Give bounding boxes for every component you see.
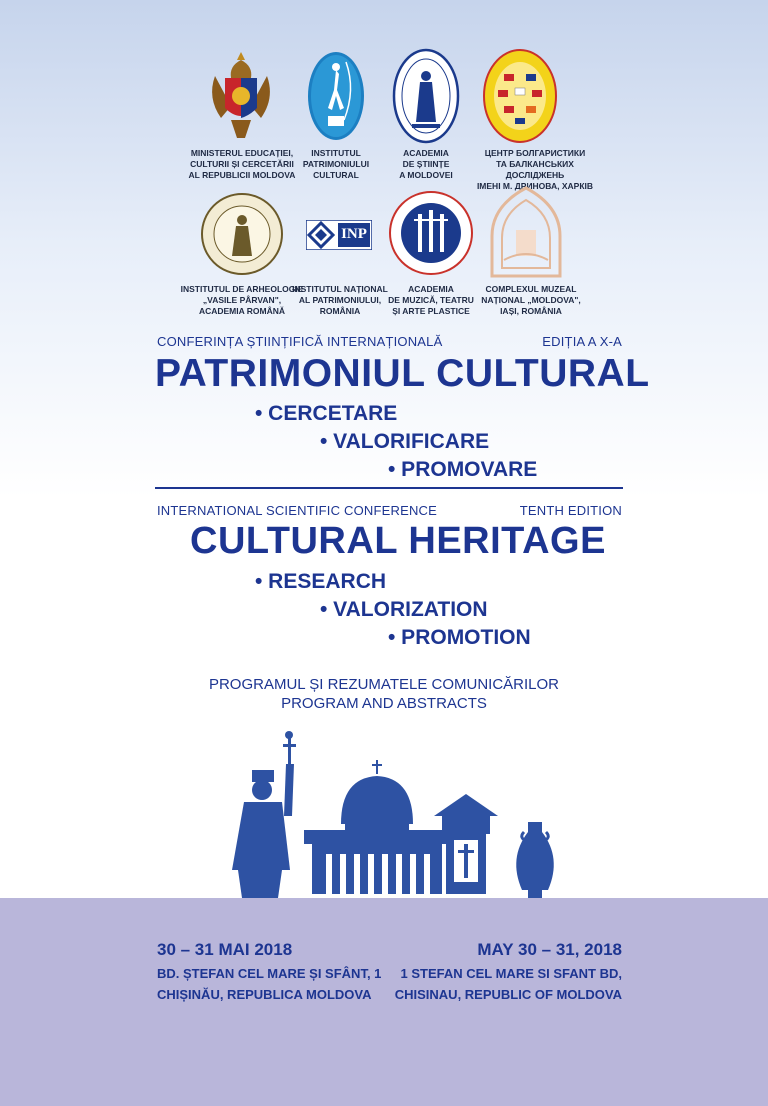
program-title-en: PROGRAM AND ABSTRACTS (281, 695, 487, 712)
ro-item-research: • CERCETARE (255, 402, 398, 425)
logo-caption-academy-sciences: ACADEMIA DE ȘTIINȚE A MOLDOVEI (399, 148, 453, 180)
program-title-ro: PROGRAMUL ȘI REZUMATELE COMUNICĂRILOR (208, 676, 560, 693)
heritage-silhouette-illustration (0, 720, 768, 902)
en-item-valorization: • VALORIZATION (320, 598, 488, 621)
ro-edition: EDIȚIA A X-A (542, 334, 622, 349)
logo-caption-ministry: MINISTERUL EDUCAȚIEI, CULTURII ȘI CERCETĂRII AL REPUBLICII MOLDOVA (188, 148, 296, 180)
footer-date-en: MAY 30 – 31, 2018 (477, 940, 622, 959)
section-divider (155, 487, 623, 489)
romanian-academy-seal-icon (200, 192, 284, 276)
logo-caption-institute-heritage: INSTITUTUL PATRIMONIULUI CULTURAL (302, 148, 370, 180)
archer-statue-icon (306, 50, 366, 142)
footer-address-ro-1: BD. ȘTEFAN CEL MARE ȘI SFÂNT, 1 (157, 966, 382, 981)
en-conference-label: INTERNATIONAL SCIENTIFIC CONFERENCE (157, 503, 438, 518)
footer-address-ro-2: CHIȘINĂU, REPUBLICA MOLDOVA (157, 987, 372, 1002)
logo-caption-archaeology: INSTITUTUL DE ARHEOLOGIE „VASILE PÂRVAN", ACADEMIA ROMÂNĂ (180, 284, 304, 316)
logo-caption-bulgarian-center: ЦЕНТР БОЛГАРИСТИКИ ТА БАЛКАНСЬКИХ ДОСЛІДЖЕНЬ ІМЕНІ М. ДРИНОВА, ХАРКІВ (476, 148, 594, 191)
footer-band (0, 898, 768, 1106)
ro-item-promotion: • PROMOVARE (388, 458, 538, 481)
music-academy-seal-icon (388, 190, 474, 276)
footer-address-en-1: 1 STEFAN CEL MARE SI SFANT BD, (400, 966, 622, 981)
en-item-research: • RESEARCH (255, 570, 387, 593)
inp-logo-text: INP (341, 226, 367, 242)
en-edition: TENTH EDITION (519, 503, 622, 518)
footer-address-en-2: CHISINAU, REPUBLIC OF MOLDOVA (394, 987, 622, 1002)
logo-caption-national-heritage: INSTITUTUL NAȚIONAL AL PATRIMONIULUI, ROMÂNIA (292, 284, 388, 316)
en-title: CULTURAL HERITAGE (190, 520, 606, 562)
amphora-icon (516, 822, 554, 898)
ro-conference-label: CONFERINȚA ȘTIINȚIFICĂ INTERNAȚIONALĂ (157, 334, 443, 349)
ro-title: PATRIMONIUL CULTURAL (155, 352, 650, 395)
logo-caption-museum: COMPLEXUL MUZEAL NAȚIONAL „MOLDOVA", IAȘI, ROMÂNIA (481, 284, 581, 316)
logo-caption-music-academy: ACADEMIA DE MUZICĂ, TEATRU ȘI ARTE PLASTICE (388, 284, 474, 316)
moldova-coat-of-arms-icon (205, 48, 277, 144)
inp-logo-icon (306, 220, 372, 250)
en-item-promotion: • PROMOTION (388, 626, 531, 649)
ro-item-valorization: • VALORIFICARE (320, 430, 490, 453)
flags-seal-icon (482, 48, 558, 144)
footer-date-ro: 30 – 31 MAI 2018 (157, 940, 293, 959)
museum-logo-icon (490, 186, 562, 278)
academy-seal-icon (392, 48, 460, 144)
